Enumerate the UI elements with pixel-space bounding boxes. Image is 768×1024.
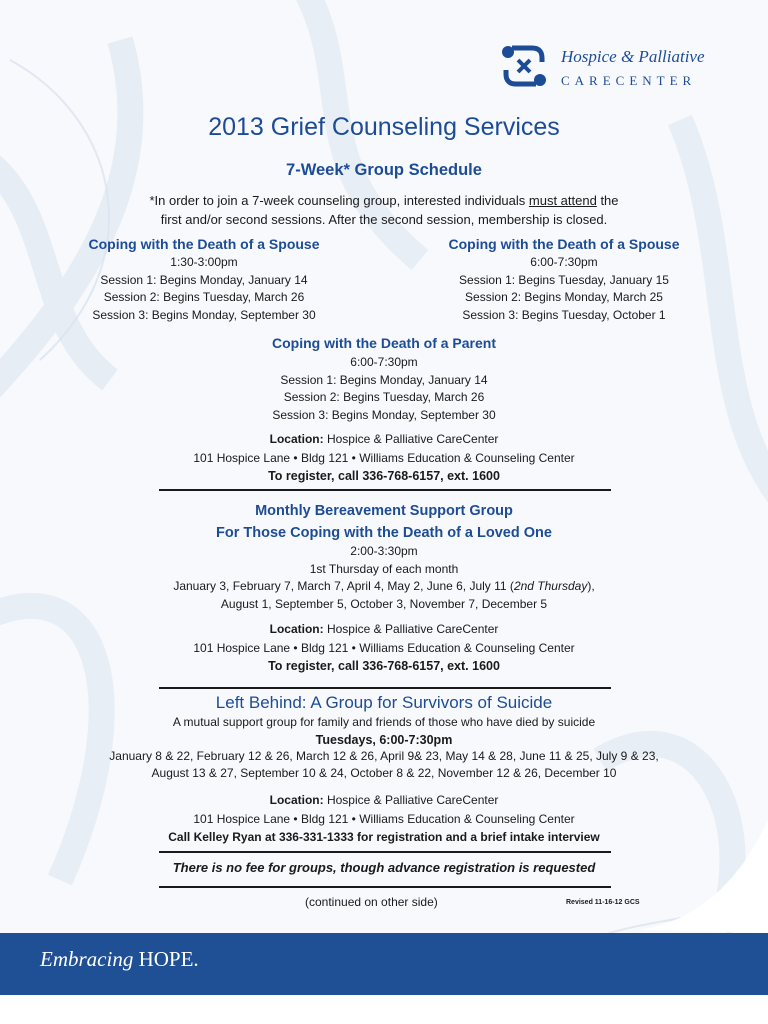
page-subtitle: 7-Week* Group Schedule: [286, 161, 482, 179]
location-address: 101 Hospice Lane • Bldg 121 • Williams Education & Counseling Center: [193, 811, 575, 826]
parent-group: [194, 335, 574, 424]
monthly-dates-2: August 1, September 5, October 3, November 7, December 5: [220, 596, 548, 611]
spouse-day-details: [14, 254, 394, 324]
fee-note: There is no fee for groups, though advance registration is requested: [172, 860, 596, 875]
register-phone: To register, call 336-768-6157, ext. 1600: [268, 469, 500, 483]
spouse-evening-session: Session 1: Begins Tuesday, January 15: [459, 272, 669, 287]
parent-heading: Coping with the Death of a Parent: [271, 335, 496, 351]
location-label: Location:: [269, 622, 324, 636]
register-phone: To register, call 336-768-6157, ext. 1600: [268, 659, 500, 673]
membership-note: [0, 191, 768, 229]
divider: [159, 851, 611, 853]
spouse-day-session: Session 1: Begins Monday, January 14: [100, 272, 308, 287]
footer-tagline: [40, 947, 199, 972]
location-name: Hospice & Palliative CareCenter: [323, 432, 499, 446]
divider: [159, 687, 611, 689]
suicide-time: Tuesdays, 6:00-7:30pm: [315, 732, 453, 747]
note-part2: the: [596, 193, 619, 208]
monthly-details: [0, 543, 768, 613]
location-line: [0, 620, 768, 639]
divider: [159, 886, 611, 888]
continued-note: (continued on other side): [305, 895, 438, 909]
bottom-margin: [0, 995, 768, 1024]
monthly-heading: Monthly Bereavement Support Group: [255, 503, 513, 519]
location-line: [0, 430, 768, 449]
location-label: Location:: [269, 432, 324, 446]
suicide-group: [0, 693, 768, 783]
revised-date: Revised 11-16-12 GCS: [566, 899, 640, 906]
logo-text-line1: Hospice & Palliative: [561, 47, 705, 66]
spouse-evening-session: Session 2: Begins Monday, March 25: [465, 290, 663, 304]
note-underlined: must attend: [528, 193, 597, 208]
spouse-evening-time: 6:00-7:30pm: [530, 255, 598, 269]
location-block-3: [0, 791, 768, 847]
parent-details: [194, 354, 574, 424]
parent-session: Session 1: Begins Monday, January 14: [280, 372, 488, 387]
monthly-dates-1: [0, 578, 768, 596]
spouse-day-session: Session 3: Begins Monday, September 30: [92, 307, 316, 322]
spouse-evening-details: [374, 254, 754, 324]
suicide-dates-2: August 13 & 27, September 10 & 24, October 8 & 22, November 12 & 26, December 10: [151, 766, 617, 780]
spouse-day-session: Session 2: Begins Tuesday, March 26: [103, 290, 305, 304]
parent-time: 6:00-7:30pm: [350, 355, 418, 369]
dates-italic: 2nd Thursday: [513, 579, 588, 593]
spouse-evening-session: Session 3: Begins Tuesday, October 1: [462, 307, 666, 322]
register-phone: Call Kelley Ryan at 336-331-1333 for registration and a brief intake interview: [168, 830, 600, 844]
divider: [159, 489, 611, 491]
tagline-italic: Embracing: [40, 947, 134, 971]
location-address: 101 Hospice Lane • Bldg 121 • Williams Education & Counseling Center: [193, 640, 575, 655]
spouse-evening-heading: Coping with the Death of a Spouse: [448, 236, 680, 252]
location-address: 101 Hospice Lane • Bldg 121 • Williams Education & Counseling Center: [193, 450, 575, 465]
dates-text: ),: [587, 579, 595, 593]
parent-session: Session 2: Begins Tuesday, March 26: [283, 390, 485, 404]
note-part1: *In order to join a 7-week counseling group, interested individuals: [149, 193, 529, 208]
page-title: 2013 Grief Counseling Services: [208, 113, 560, 141]
suicide-dates: [0, 748, 768, 783]
monthly-frequency: 1st Thursday of each month: [309, 561, 459, 576]
spouse-day-group: [14, 236, 394, 324]
location-name: Hospice & Palliative CareCenter: [323, 793, 499, 807]
location-line: [0, 791, 768, 810]
spouse-day-heading: Coping with the Death of a Spouse: [88, 236, 320, 252]
logo: [498, 42, 728, 92]
location-block-2: [0, 620, 768, 676]
dates-text: January 3, February 7, March 7, April 4, May 2, June 6, July 11 (: [173, 579, 514, 593]
tagline-rest: HOPE.: [133, 947, 199, 971]
monthly-group: [0, 503, 768, 613]
location-name: Hospice & Palliative CareCenter: [323, 622, 499, 636]
logo-text-line2: CARECENTER: [561, 73, 697, 88]
monthly-time: 2:00-3:30pm: [350, 544, 418, 558]
note-line2: first and/or second sessions. After the second session, membership is closed.: [160, 212, 608, 227]
hospice-logo-icon: [498, 42, 550, 90]
monthly-subheading: For Those Coping with the Death of a Loved One: [216, 525, 552, 541]
location-label: Location:: [269, 793, 324, 807]
suicide-description: A mutual support group for family and friends of those who have died by suicide: [172, 715, 596, 729]
spouse-day-time: 1:30-3:00pm: [170, 255, 238, 269]
spouse-evening-group: [374, 236, 754, 324]
parent-session: Session 3: Begins Monday, September 30: [272, 407, 496, 422]
suicide-dates-1: January 8 & 22, February 12 & 26, March 12 & 26, April 9& 23, May 14 & 28, June 11 & 25, July 9 & 23,: [109, 748, 659, 763]
suicide-heading: Left Behind: A Group for Survivors of Suicide: [215, 693, 553, 712]
location-block-1: [0, 430, 768, 486]
